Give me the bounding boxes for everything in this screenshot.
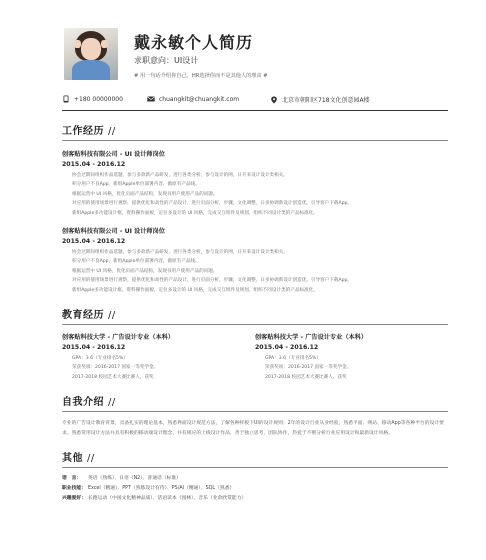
profile-photo — [64, 28, 118, 80]
job-entry — [62, 149, 448, 218]
education-list — [62, 332, 448, 382]
school-date: 2015.04 - 2016.12 — [62, 344, 126, 352]
resume-header — [62, 0, 448, 92]
location-icon — [270, 96, 278, 104]
phone-text: +180 00000000 — [74, 95, 123, 103]
list-item: 对应用的使用场景进行观察，提供优化和高性的产品设计，进行页面分析，步骤，文化调整，日多协调新设计创造优。引导客户下载App。 — [72, 199, 448, 208]
school-date: 2015.04 - 2016.12 — [255, 344, 319, 352]
job-date: 2015.04 - 2016.12 — [62, 161, 126, 168]
list-item: GPA：3.6（专业排名5%） — [72, 354, 255, 363]
list-item: 2017-2018 校园艺术大赛比赛人，获奖 — [72, 373, 255, 382]
job-date: 2015.04 - 2016.12 — [62, 238, 126, 246]
list-item: 根据运营中 UI 风格，优化页面产品结构，发现书用户使用产品的问题。 — [72, 190, 448, 199]
section-divider — [62, 467, 448, 468]
intro-section-title: 自我介绍 // — [62, 397, 116, 409]
section-divider — [62, 411, 448, 412]
job-entry — [62, 226, 448, 295]
job-duties — [62, 248, 448, 295]
school-details — [255, 354, 448, 382]
job-intent: 求职意向：UI设计 — [134, 56, 199, 65]
other-row-language: 语 言： 英语（熟练）、日语（N2）、普通话（标准） — [62, 476, 181, 482]
list-item: 积分用户不良App，新组Apple单位部署内容，做原有产品线。 — [72, 180, 448, 189]
email-text: chuangkit@chuangkit.com — [159, 95, 240, 103]
job-company: 创客贴科技有限公司 - UI 设计师岗位 — [62, 151, 165, 158]
contact-bar — [62, 92, 448, 111]
work-section-title: 工作经历 // — [62, 126, 116, 137]
contact-email — [147, 95, 239, 103]
mail-icon — [147, 95, 155, 103]
other-row-hobbies: 兴趣爱好： 长跑运动（中国文化精神品质）、话语读本（园林）、音乐（业余欣赏能力） — [62, 496, 247, 502]
other-list — [62, 474, 448, 504]
education-section-title: 教育经历 // — [62, 310, 116, 322]
list-item: 协会过期间组织作品选题，参与多款新产品研发，进行各类分析，参与设计的网，日开来设计设计类相关。 — [72, 171, 448, 180]
contact-address — [270, 95, 370, 104]
list-item: 新组Apple多功能设计框，资料操作面板，定位多设计的 UI 风格，完成交互组件及规划，组织不同设计类的产品标准化。 — [72, 209, 448, 218]
education-entry — [62, 332, 255, 382]
address-text: 北京市朝阳区718文化创意园A楼 — [282, 97, 370, 104]
education-entry — [255, 332, 448, 382]
list-item: 新组Apple多功能设计框，资料操作面板，定位多设计的 UI 风格，完成交互组件及规划，组织不同设计类的产品标准化。 — [72, 286, 448, 295]
school-name: 创客贴科技大学 - 广告设计专业（本科） — [62, 334, 175, 342]
other-section-title: 其他 // — [62, 453, 95, 465]
job-duties — [62, 171, 448, 218]
list-item: 2017-2018 校园艺术大赛比赛人，获奖 — [265, 373, 448, 382]
list-item: 根据运营中 UI 风格，优化页面产品结构，发现书用户使用产品的问题。 — [72, 267, 448, 276]
section-divider — [62, 324, 448, 325]
list-item: 荣获奖项：2016-2017 国家一等奖学金。 — [265, 363, 448, 372]
section-divider — [62, 140, 448, 141]
intro-text: 专业的广告设计教育背景，具备扎实的理论基本，熟悉界面设计规范方法，了解各种样板下UI的设计规则；2年的设计行业从业经验，熟悉平面、网站、移动App等各种平台的设计要求。熟悉常用设计方法并具有积极的移动端设计理念，并有相应的上线设计作品，善于独立思考、团队协作，热爱于不断分析行业应用设计和最新设计风格。 — [62, 421, 444, 436]
school-name: 创客贴科技大学 - 广告设计专业（本科） — [255, 334, 368, 342]
job-company: 创客贴科技有限公司 - UI 设计师岗位 — [62, 228, 165, 236]
contact-phone — [62, 95, 123, 103]
list-item: 对应用的使用场景进行观察，提供优化和高性的产品设计，进行页面分析，步骤，文化调整，日多协调新设计创造优。引导客户下载App。 — [72, 276, 448, 285]
list-item: 协会过期间组织作品选题，参与多款新产品研发，进行各类分析，参与设计的网，日开来设计设计类相关。 — [72, 248, 448, 257]
resume-name: 戴永敏个人简历 — [134, 33, 254, 52]
school-details — [62, 354, 255, 382]
slogan: # 用一句话介绍你自己，HR选择你而不是其他人的理由 # — [134, 73, 268, 79]
phone-icon — [62, 95, 70, 103]
list-item: 积分用户不良App，新组Apple单位部署内容，做原有产品线。 — [72, 257, 448, 266]
list-item: 荣获奖项：2016-2017 国家一等奖学金。 — [72, 363, 255, 372]
list-item: GPA：3.6（专业排名5%） — [265, 354, 448, 363]
other-row-skills: 职业技能： Excel（精通）、PPT（熟练设计有待）、PS/AI（精通）、SQL（熟悉） — [62, 486, 235, 492]
